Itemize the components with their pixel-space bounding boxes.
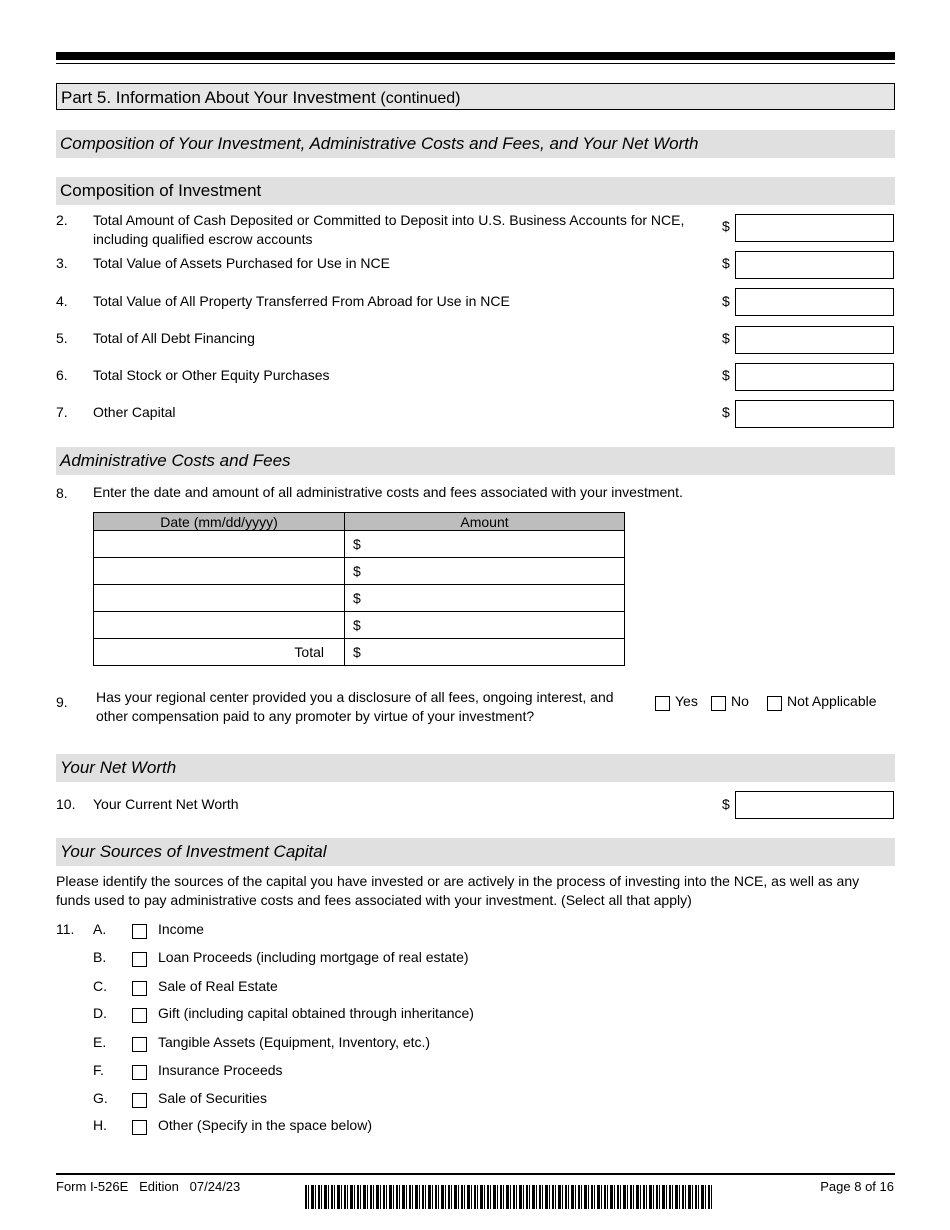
section-composition-heading: Composition of Investment <box>56 177 895 205</box>
fee-amount-input[interactable] <box>345 585 625 612</box>
q2-label <box>93 211 684 249</box>
q9-number: 9. <box>56 694 68 710</box>
q10-networth-input[interactable] <box>735 791 894 819</box>
q2-number: 2. <box>56 212 68 228</box>
fee-amount-input[interactable] <box>345 558 625 585</box>
source-letter: H. <box>93 1117 107 1133</box>
fee-total-label: Total <box>94 639 345 666</box>
fees-table-header <box>94 513 625 531</box>
source-letter: B. <box>93 949 107 965</box>
fee-date-input[interactable] <box>94 558 345 585</box>
q2-label-line1: Total Amount of Cash Deposited or Committed to Deposit into U.S. Business Accounts for NCE, <box>93 212 685 228</box>
q9-yes-checkbox[interactable] <box>655 696 670 711</box>
q7-label: Other Capital <box>93 404 176 420</box>
part-title: Part 5. Information About Your Investment <box>61 88 381 107</box>
top-rule-thick <box>56 52 895 60</box>
q7-dollar: $ <box>722 404 730 420</box>
fee-amount-input[interactable] <box>345 531 625 558</box>
section-sources-heading: Your Sources of Investment Capital <box>56 838 895 866</box>
q2-amount-input[interactable] <box>735 214 894 242</box>
fee-date-input[interactable] <box>94 585 345 612</box>
q10-number: 10. <box>56 796 76 812</box>
q5-label: Total of All Debt Financing <box>93 330 255 346</box>
q5-number: 5. <box>56 330 68 346</box>
q4-dollar: $ <box>722 293 730 309</box>
source-letter: G. <box>93 1090 108 1106</box>
part-continued: (continued) <box>380 90 461 107</box>
table-row <box>94 612 625 639</box>
q7-number: 7. <box>56 404 68 420</box>
source-letter: A. <box>93 921 107 937</box>
footer-rule <box>56 1173 895 1175</box>
q4-number: 4. <box>56 293 68 309</box>
source-gift-checkbox[interactable] <box>132 1008 147 1023</box>
source-real-estate-checkbox[interactable] <box>132 981 147 996</box>
source-label: Sale of Real Estate <box>158 978 278 994</box>
source-income-checkbox[interactable] <box>132 924 147 939</box>
source-label: Income <box>158 921 204 937</box>
source-label: Gift (including capital obtained through inheritance) <box>158 1005 474 1021</box>
q6-label: Total Stock or Other Equity Purchases <box>93 367 330 383</box>
q7-amount-input[interactable] <box>735 400 894 428</box>
q9-label <box>96 688 614 726</box>
q10-label: Your Current Net Worth <box>93 796 239 812</box>
source-securities-checkbox[interactable] <box>132 1093 147 1108</box>
q10-dollar: $ <box>722 796 730 812</box>
table-row <box>94 531 625 558</box>
source-loan-checkbox[interactable] <box>132 952 147 967</box>
q6-dollar: $ <box>722 367 730 383</box>
fee-dollar: $ <box>353 590 361 606</box>
q2-label-line2: including qualified escrow accounts <box>93 231 313 247</box>
source-label: Tangible Assets (Equipment, Inventory, etc.) <box>158 1034 431 1050</box>
fee-dollar: $ <box>353 536 361 552</box>
q9-no-label: No <box>731 693 749 709</box>
q8-label: Enter the date and amount of all administrative costs and fees associated with your investment. <box>93 484 683 500</box>
q5-dollar: $ <box>722 330 730 346</box>
q9-label-line2: other compensation paid to any promoter by virtue of your investment? <box>96 708 535 724</box>
sources-intro <box>56 872 859 910</box>
fees-table <box>93 512 625 666</box>
fee-amount-input[interactable] <box>345 612 625 639</box>
q9-no-checkbox[interactable] <box>711 696 726 711</box>
source-other-checkbox[interactable] <box>132 1120 147 1135</box>
source-letter: F. <box>93 1062 104 1078</box>
footer-form-edition: Form I-526E Edition 07/24/23 <box>56 1179 241 1194</box>
fees-col-date: Date (mm/dd/yyyy) <box>94 513 345 531</box>
q9-yes-label: Yes <box>675 693 698 709</box>
fee-total-input[interactable] <box>345 639 625 666</box>
table-row <box>94 585 625 612</box>
q6-amount-input[interactable] <box>735 363 894 391</box>
part-header <box>56 83 895 110</box>
fee-dollar: $ <box>353 617 361 633</box>
sources-intro-line2: funds used to pay administrative costs and fees associated with your investment. (Select all that apply) <box>56 892 692 908</box>
fees-col-amount: Amount <box>345 513 625 531</box>
q5-amount-input[interactable] <box>735 326 894 354</box>
section-main-heading: Composition of Your Investment, Administrative Costs and Fees, and Your Net Worth <box>56 130 895 158</box>
q6-number: 6. <box>56 367 68 383</box>
sources-intro-line1: Please identify the sources of the capital you have invested or are actively in the process of investing into the NCE, as well as any <box>56 873 860 889</box>
footer-page-number: Page 8 of 16 <box>820 1179 894 1194</box>
source-letter: C. <box>93 978 107 994</box>
q3-dollar: $ <box>722 255 730 271</box>
source-letter: D. <box>93 1005 107 1021</box>
q9-na-checkbox[interactable] <box>767 696 782 711</box>
source-tangible-checkbox[interactable] <box>132 1037 147 1052</box>
q4-label: Total Value of All Property Transferred From Abroad for Use in NCE <box>93 293 510 309</box>
q9-label-line1: Has your regional center provided you a disclosure of all fees, ongoing interest, and <box>96 689 614 705</box>
table-row-total <box>94 639 625 666</box>
section-networth-heading: Your Net Worth <box>56 754 895 782</box>
q3-label: Total Value of Assets Purchased for Use in NCE <box>93 255 390 271</box>
q9-na-label: Not Applicable <box>787 693 877 709</box>
top-rule-thin <box>56 63 895 64</box>
source-letter: E. <box>93 1034 107 1050</box>
q11-number: 11. <box>56 921 75 937</box>
barcode-image <box>305 1185 713 1209</box>
source-insurance-checkbox[interactable] <box>132 1065 147 1080</box>
q3-number: 3. <box>56 255 68 271</box>
q8-number: 8. <box>56 485 68 501</box>
q4-amount-input[interactable] <box>735 288 894 316</box>
section-admin-heading: Administrative Costs and Fees <box>56 447 895 475</box>
fee-date-input[interactable] <box>94 612 345 639</box>
source-label: Insurance Proceeds <box>158 1062 283 1078</box>
source-label: Other (Specify in the space below) <box>158 1117 372 1133</box>
q2-dollar: $ <box>722 218 730 234</box>
source-label: Sale of Securities <box>158 1090 267 1106</box>
table-row <box>94 558 625 585</box>
fee-date-input[interactable] <box>94 531 345 558</box>
q3-amount-input[interactable] <box>735 251 894 279</box>
source-label: Loan Proceeds (including mortgage of real estate) <box>158 949 469 965</box>
fee-dollar: $ <box>353 644 361 660</box>
fee-dollar: $ <box>353 563 361 579</box>
